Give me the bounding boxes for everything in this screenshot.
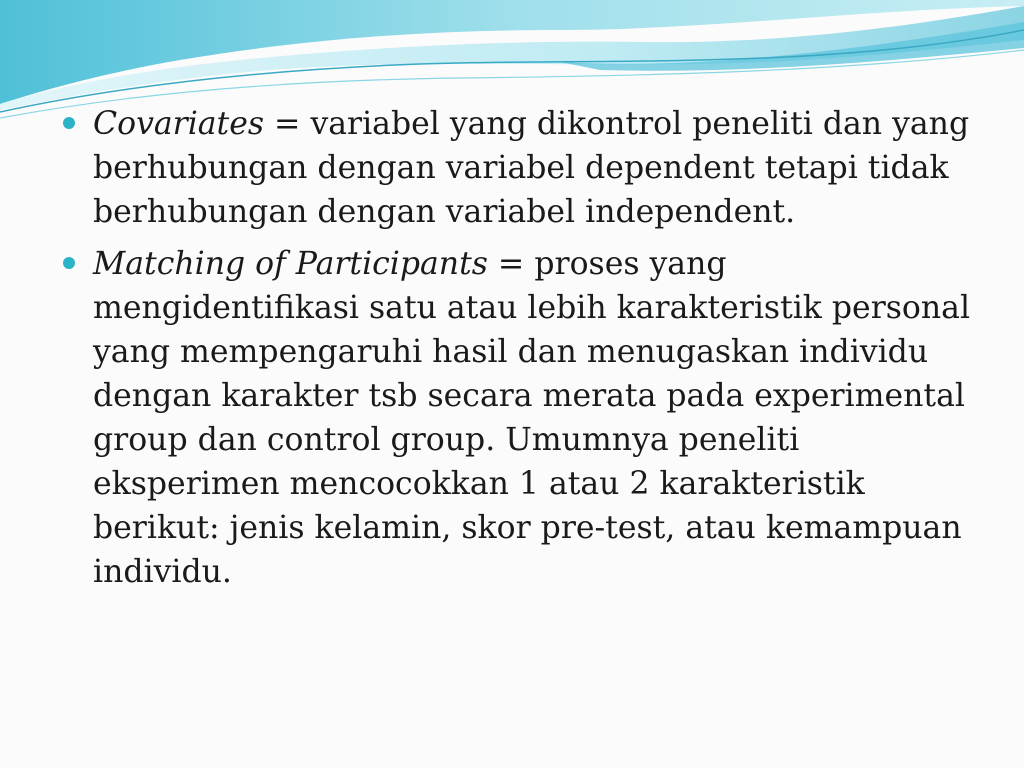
slide-body (62, 102, 982, 602)
bullet-dot-icon (63, 117, 75, 129)
bullet-term: Covariates (93, 106, 265, 142)
bullet-item-matching (62, 242, 982, 594)
bullet-text: = variabel yang dikontrol peneliti dan yang berhubungan dengan variabel dependent tetapi tidak berhubungan dengan variabel independent. (93, 106, 970, 230)
bullet-dot-icon (63, 257, 75, 269)
bullet-term: Matching of Participants (93, 246, 488, 282)
bullet-item-covariates (62, 102, 982, 234)
bullet-text: = proses yang mengidentifikasi satu atau lebih karakteristik personal yang mempengaruhi hasil dan menugaskan individu dengan karakter tsb secara merata pada experimental group dan control group. Umumnya peneliti eksperimen mencocokkan 1 atau 2 karakteristik berikut: jenis kelamin, skor pre-test, atau kemampuan individu. (93, 246, 971, 590)
